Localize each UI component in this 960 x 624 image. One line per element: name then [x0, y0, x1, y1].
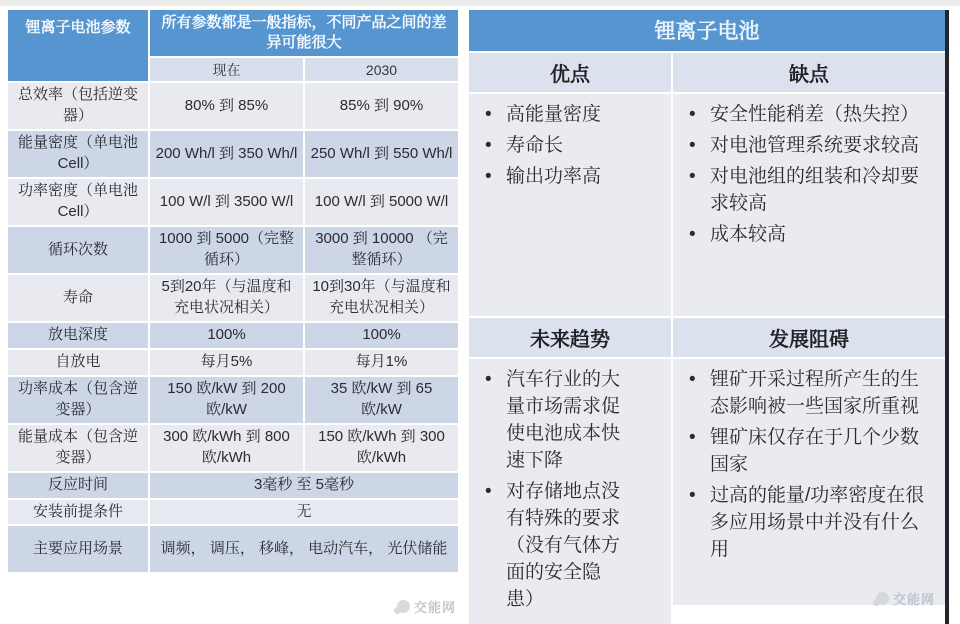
trends-cell — [469, 359, 671, 624]
value-2030: 35 欧/kW 到 65 欧/kW — [305, 377, 458, 423]
advantages-list — [473, 102, 667, 191]
section-content-row — [469, 94, 945, 316]
value-2030: 150 欧/kWh 到 300 欧/kWh — [305, 425, 458, 471]
column-header-row — [150, 58, 458, 81]
battery-pros-cons-table — [469, 10, 949, 624]
value-now: 5到20年（与温度和充电状况相关） — [150, 275, 303, 321]
parameters-note: 所有参数都是一般指标，不同产品之间的差异可能很大 — [150, 10, 458, 56]
value-now: 200 Wh/l 到 350 Wh/l — [150, 131, 303, 177]
pros-cons-table-title: 锂离子电池 — [469, 10, 945, 51]
section-header-row — [469, 318, 945, 357]
value-2030: 每月1% — [305, 350, 458, 375]
value-now: 150 欧/kW 到 200 欧/kW — [150, 377, 303, 423]
list-item: • 高能量密度 — [473, 102, 667, 129]
disadvantages-header: 缺点 — [673, 53, 945, 92]
watermark — [397, 597, 456, 616]
list-item: • 对电池管理系统要求较高 — [677, 133, 941, 160]
value-span: 3毫秒 至 5毫秒 — [150, 473, 458, 498]
value-now: 1000 到 5000（完整循环） — [150, 227, 303, 273]
table-row — [8, 227, 458, 273]
watermark-text: 交能网 — [413, 599, 456, 615]
value-2030: 250 Wh/l 到 550 Wh/l — [305, 131, 458, 177]
table-row — [8, 500, 458, 525]
list-item: • 输出功率高 — [473, 164, 667, 191]
table-row — [8, 526, 458, 572]
value-now: 80% 到 85% — [150, 83, 303, 129]
value-2030: 10到30年（与温度和充电状况相关） — [305, 275, 458, 321]
param-label: 总效率（包括逆变器） — [8, 83, 148, 129]
obstacles-list — [677, 367, 941, 564]
watermark-text: 交能网 — [892, 591, 935, 607]
value-now: 100% — [150, 323, 303, 348]
list-item: • 对电池组的组装和冷却要求较高 — [677, 164, 941, 218]
value-now: 100 W/l 到 3500 W/l — [150, 179, 303, 225]
parameters-table-header — [8, 10, 458, 81]
table-row — [8, 425, 458, 471]
value-now: 300 欧/kWh 到 800 欧/kWh — [150, 425, 303, 471]
table-row — [8, 323, 458, 348]
trends-list — [473, 367, 667, 614]
param-label: 能量成本（包含逆变器） — [8, 425, 148, 471]
table-row — [8, 275, 458, 321]
table-row — [8, 179, 458, 225]
list-item: • 安全性能稍差（热失控） — [677, 102, 941, 129]
parameters-table-title: 锂离子电池参数 — [8, 10, 148, 81]
table-row — [8, 377, 458, 423]
list-item: • 汽车行业的大量市场需求促使电池成本快速下降 — [473, 367, 667, 475]
column-header-2030: 2030 — [305, 58, 458, 81]
disadvantages-list — [677, 102, 941, 249]
parameters-table-header-right — [150, 10, 458, 81]
param-label: 循环次数 — [8, 227, 148, 273]
value-span: 无 — [150, 500, 458, 525]
param-label: 寿命 — [8, 275, 148, 321]
battery-parameters-table — [8, 10, 458, 624]
trends-header: 未来趋势 — [469, 318, 671, 357]
table-row — [8, 83, 458, 129]
advantages-cell — [469, 94, 671, 316]
disadvantages-cell — [673, 94, 945, 316]
param-label: 放电深度 — [8, 323, 148, 348]
param-label: 反应时间 — [8, 473, 148, 498]
advantages-header: 优点 — [469, 53, 671, 92]
table-row — [8, 131, 458, 177]
param-label: 自放电 — [8, 350, 148, 375]
list-item: • 锂矿开采过程所产生的生态影响被一些国家所重视 — [677, 367, 941, 421]
param-label: 安装前提条件 — [8, 500, 148, 525]
table-row — [8, 473, 458, 498]
value-2030: 100 W/l 到 5000 W/l — [305, 179, 458, 225]
obstacles-header: 发展阻碍 — [673, 318, 945, 357]
list-item: • 过高的能量/功率密度在很多应用场景中并没有什么用 — [677, 483, 941, 564]
list-item: • 寿命长 — [473, 133, 667, 160]
column-header-now: 现在 — [150, 58, 303, 81]
table-row — [8, 350, 458, 375]
list-item: • 成本较高 — [677, 222, 941, 249]
obstacles-cell — [673, 359, 945, 624]
panda-logo-icon — [397, 600, 410, 613]
list-item: • 锂矿床仅存在于几个少数国家 — [677, 425, 941, 479]
page — [0, 6, 960, 624]
value-2030: 3000 到 10000 （完整循环） — [305, 227, 458, 273]
value-2030: 85% 到 90% — [305, 83, 458, 129]
value-2030: 100% — [305, 323, 458, 348]
param-label: 功率密度（单电池Cell） — [8, 179, 148, 225]
section-content-row — [469, 359, 945, 624]
value-now: 每月5% — [150, 350, 303, 375]
param-label: 能量密度（单电池Cell） — [8, 131, 148, 177]
section-header-row — [469, 53, 945, 92]
value-span: 调频， 调压， 移峰， 电动汽车， 光伏储能 — [150, 526, 458, 572]
param-label: 主要应用场景 — [8, 526, 148, 572]
param-label: 功率成本（包含逆变器） — [8, 377, 148, 423]
list-item: • 对存储地点没有特殊的要求（没有气体方面的安全隐患） — [473, 479, 667, 614]
